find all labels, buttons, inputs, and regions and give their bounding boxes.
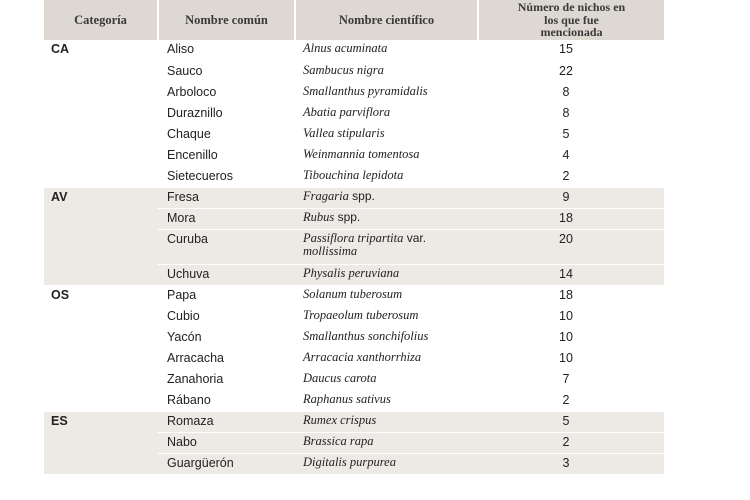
common-name-cell: Sauco [158,61,295,82]
niche-count-cell: 7 [478,369,664,390]
scientific-name-suffix: spp. [348,188,375,203]
scientific-name-cell [295,166,478,187]
scientific-name-cell [295,103,478,124]
scientific-name-italic: Smallanthus sonchifolius [303,328,429,343]
scientific-name-italic: Solanum tuberosum [303,286,403,301]
scientific-name-italic: Digitalis purpurea [303,454,396,469]
scientific-name-line2: mollissima [303,243,358,258]
common-name-cell: Zanahoria [158,369,295,390]
scientific-name-cell [295,369,478,390]
scientific-name-cell [295,40,478,61]
header-niche-count-line2: los que fue [544,12,599,27]
niche-count-cell: 2 [478,432,664,453]
common-name-cell: Duraznillo [158,103,295,124]
common-name-cell: Yacón [158,327,295,348]
niche-count-cell: 14 [478,264,664,285]
common-name-cell: Fresa [158,187,295,208]
header-category: Categoría [44,0,158,40]
scientific-name-cell [295,453,478,474]
header-niche-count-line1: Número de nichos en [517,0,626,15]
table-body [44,40,664,474]
scientific-name-italic: Arracacia xanthorrhiza [303,349,422,364]
niche-count-cell: 15 [478,40,664,61]
scientific-name-cell [295,411,478,432]
scientific-name-italic: Smallanthus pyramidalis [303,83,428,98]
scientific-name-cell [295,390,478,411]
niche-count-cell: 10 [478,327,664,348]
common-name-cell: Aliso [158,40,295,61]
scientific-name-italic: Daucus carota [303,370,377,385]
common-name-cell: Encenillo [158,145,295,166]
scientific-name-italic: Tibouchina lepidota [303,167,404,182]
common-name-cell: Chaque [158,124,295,145]
scientific-name-cell [295,82,478,103]
scientific-name-italic: Physalis peruviana [303,265,400,280]
category-cell: CA [44,40,158,187]
common-name-cell: Rábano [158,390,295,411]
scientific-name-cell [295,327,478,348]
table-row [44,40,664,61]
scientific-name-cell [295,229,478,264]
common-name-cell: Sietecueros [158,166,295,187]
scientific-name-italic: Rumex crispus [303,412,377,427]
niche-count-cell: 22 [478,61,664,82]
niche-count-cell: 10 [478,306,664,327]
scientific-name-italic: Fragaria [303,188,349,203]
category-cell: OS [44,285,158,411]
scientific-name-cell [295,208,478,229]
species-table-container [44,0,664,475]
header-niche-count [478,0,664,40]
niche-count-cell: 3 [478,453,664,474]
category-cell: AV [44,187,158,285]
scientific-name-italic: Vallea stipularis [303,125,385,140]
common-name-cell: Mora [158,208,295,229]
common-name-cell: Papa [158,285,295,306]
scientific-name-italic: Rubus [303,209,335,224]
scientific-name-italic: Passiflora tripartita [303,230,404,245]
table-row [44,285,664,306]
scientific-name-cell [295,264,478,285]
scientific-name-italic: Tropaeolum tuberosum [303,307,419,322]
scientific-name-suffix: var. [403,230,427,245]
niche-count-cell: 4 [478,145,664,166]
scientific-name-italic: Weinmannia tomentosa [303,146,420,161]
table-row [44,187,664,208]
common-name-cell: Nabo [158,432,295,453]
niche-count-cell: 5 [478,411,664,432]
scientific-name-cell [295,145,478,166]
header-row [44,0,664,40]
scientific-name-suffix: spp. [334,209,361,224]
common-name-cell: Cubio [158,306,295,327]
scientific-name-cell [295,432,478,453]
scientific-name-italic: Abatia parviflora [303,104,391,119]
niche-count-cell: 8 [478,103,664,124]
niche-count-cell: 5 [478,124,664,145]
niche-count-cell: 2 [478,166,664,187]
common-name-cell: Curuba [158,229,295,264]
category-cell: ES [44,411,158,474]
scientific-name-italic: Sambucus nigra [303,62,384,77]
niche-count-cell: 18 [478,285,664,306]
scientific-name-italic: Brassica rapa [303,433,374,448]
header-scientific-name: Nombre científico [295,0,478,40]
scientific-name-italic: Alnus acuminata [303,41,388,55]
scientific-name-cell [295,285,478,306]
header-niche-count-line3: mencionada [540,25,603,40]
scientific-name-cell [295,306,478,327]
scientific-name-cell [295,348,478,369]
common-name-cell: Arracacha [158,348,295,369]
scientific-name-italic: Raphanus sativus [303,391,391,406]
niche-count-cell: 2 [478,390,664,411]
table-row [44,411,664,432]
niche-count-cell: 9 [478,187,664,208]
species-table [44,0,664,475]
common-name-cell: Romaza [158,411,295,432]
common-name-cell: Uchuva [158,264,295,285]
common-name-cell: Guargüerón [158,453,295,474]
scientific-name-cell [295,124,478,145]
niche-count-cell: 20 [478,229,664,264]
scientific-name-cell [295,61,478,82]
table-header [44,0,664,40]
niche-count-cell: 10 [478,348,664,369]
header-common-name: Nombre común [158,0,295,40]
niche-count-cell: 8 [478,82,664,103]
niche-count-cell: 18 [478,208,664,229]
scientific-name-cell [295,187,478,208]
common-name-cell: Arboloco [158,82,295,103]
